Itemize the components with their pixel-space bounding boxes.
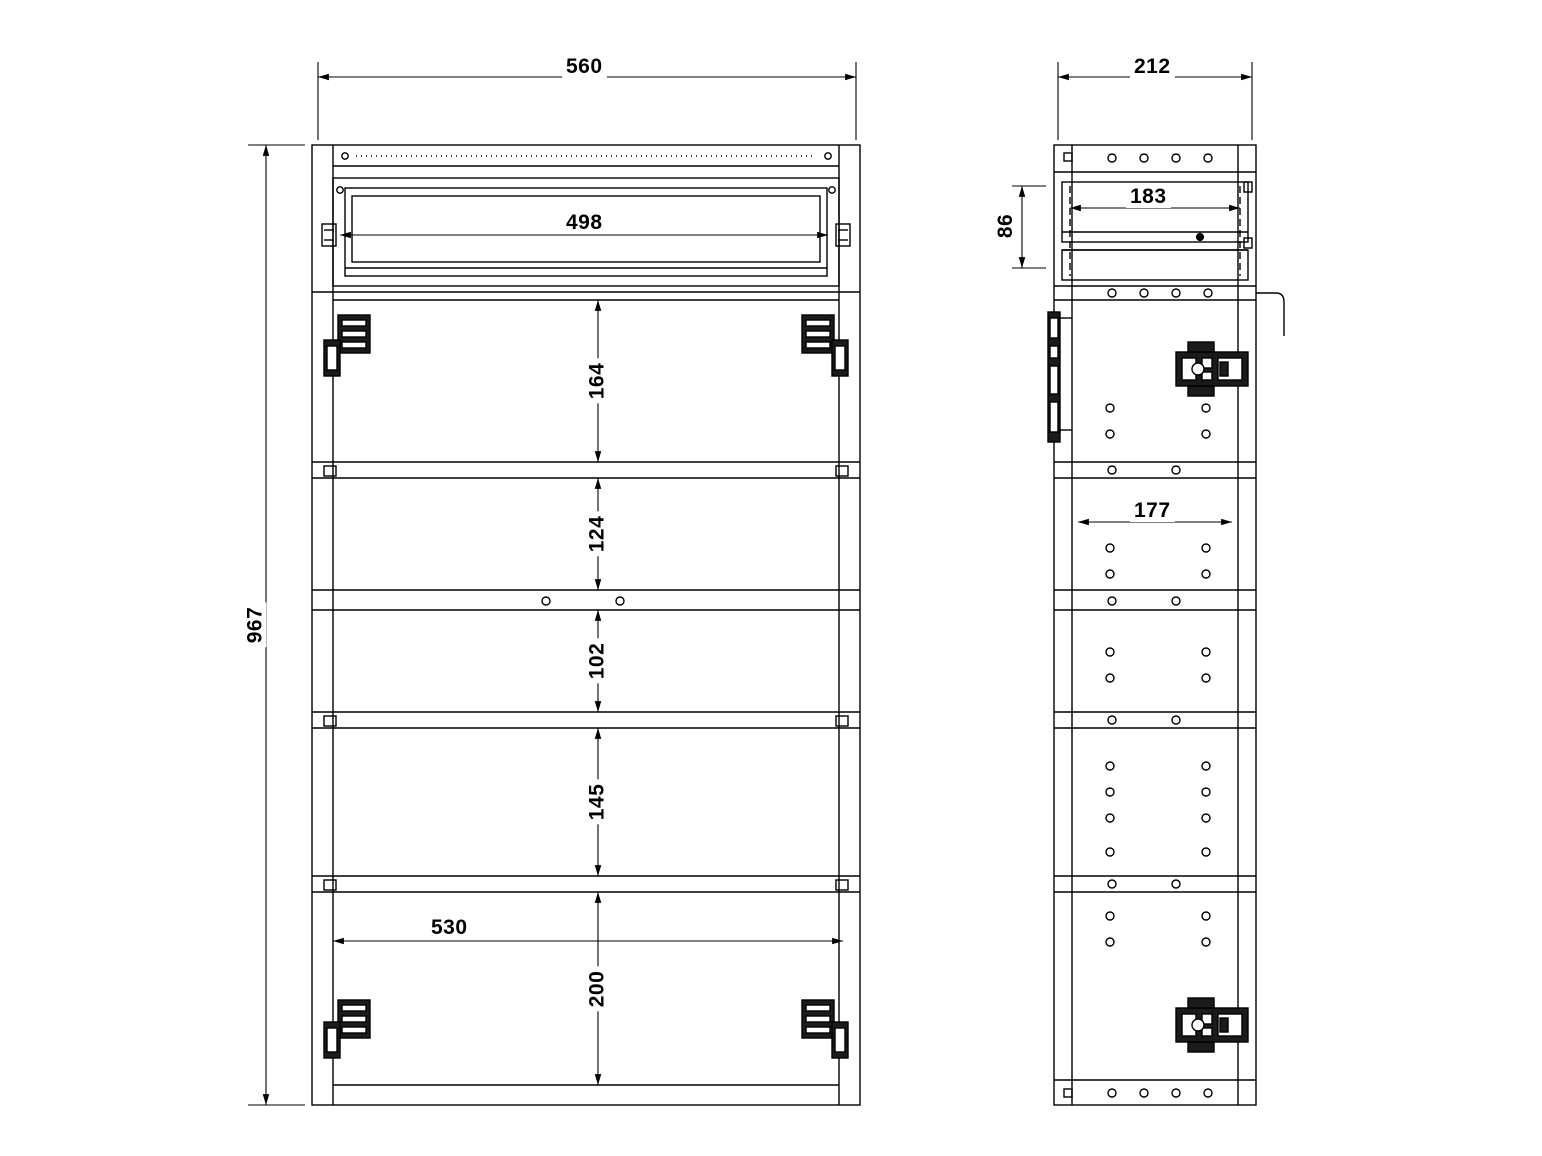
dim-gap-5: 200 — [586, 967, 608, 1012]
hinge-upper-right — [802, 315, 848, 376]
dim-front-height: 967 — [244, 603, 266, 648]
dim-side-shelf-depth: 177 — [1130, 500, 1175, 522]
dim-gap-2: 124 — [586, 512, 608, 557]
hinge-assembly-upper — [1176, 342, 1248, 396]
dim-gap-1: 164 — [586, 359, 608, 404]
dim-side-drawer-height: 86 — [995, 210, 1017, 242]
hinge-lower-left — [324, 1000, 370, 1058]
side-view — [1048, 145, 1284, 1105]
dim-side-depth: 212 — [1130, 56, 1175, 78]
door-edge-detail — [1048, 312, 1072, 442]
dim-gap-4: 145 — [586, 780, 608, 825]
front-view-dimensions — [248, 62, 856, 1105]
front-view — [312, 145, 860, 1105]
side-view-dimensions — [1012, 62, 1252, 522]
dim-shelf-width: 530 — [427, 917, 472, 939]
dim-side-drawer-depth: 183 — [1126, 186, 1171, 208]
dim-front-width: 560 — [562, 56, 607, 78]
hole-pattern — [1106, 404, 1210, 946]
dim-gap-3: 102 — [586, 639, 608, 684]
hinge-assembly-lower — [1176, 998, 1248, 1052]
hinge-lower-right — [802, 1000, 848, 1058]
hinge-upper-left — [324, 315, 370, 376]
dim-drawer-front-width: 498 — [562, 212, 607, 234]
